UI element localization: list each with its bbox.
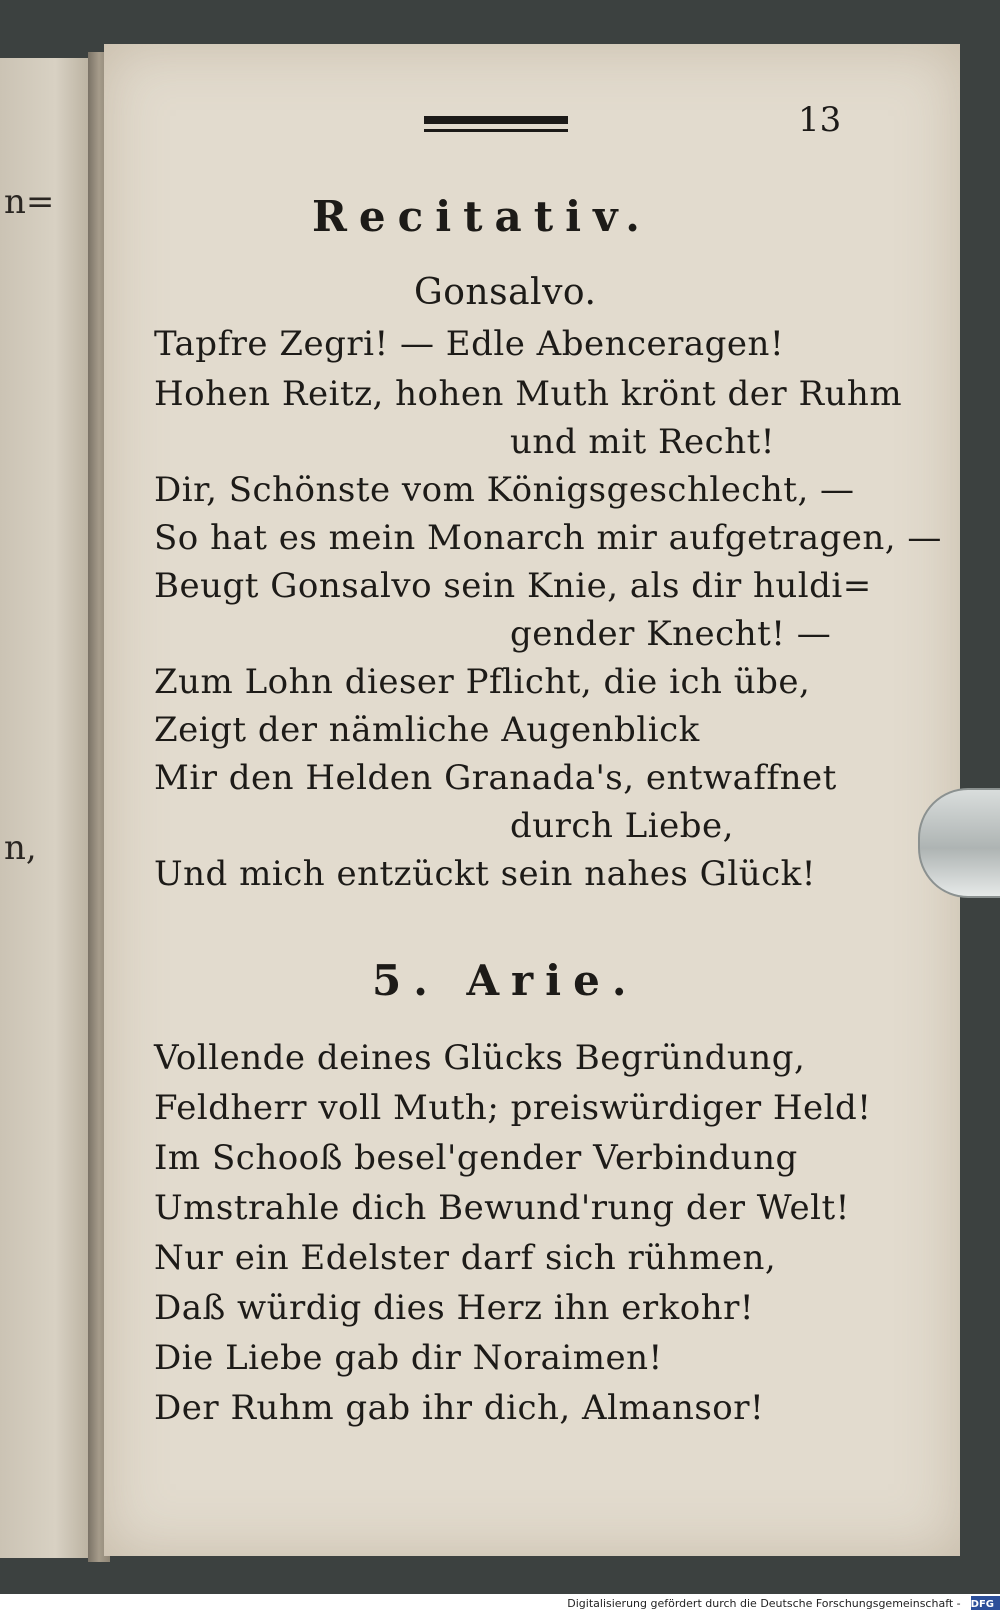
verse-line: Die Liebe gab dir Noraimen! — [154, 1338, 663, 1378]
verse-line: Beugt Gonsalvo sein Knie, als dir huldi= — [154, 566, 872, 606]
verse-line: gender Knecht! — — [510, 614, 832, 654]
verse-line: Zum Lohn dieser Pflicht, die ich übe, — [154, 662, 811, 702]
verse-line: Zeigt der nämliche Augenblick — [154, 710, 700, 750]
verse-line: Im Schooß besel'gender Verbindung — [154, 1138, 798, 1178]
verse-line: und mit Recht! — [510, 422, 775, 462]
verse-line: Und mich entzückt sein nahes Glück! — [154, 854, 816, 894]
verse-line: Mir den Helden Granada's, entwaffnet — [154, 758, 837, 798]
digitization-credit — [0, 1594, 1000, 1614]
page-clip — [918, 788, 1000, 898]
speaker-name: Gonsalvo. — [414, 272, 597, 313]
left-page-fragment: n= — [4, 182, 55, 222]
verse-line: Umstrahle dich Bewund'rung der Welt! — [154, 1188, 850, 1228]
page-number: 13 — [798, 100, 842, 140]
verse-line: Tapfre Zegri! — Edle Abenceragen! — [154, 324, 785, 364]
decorative-double-rule — [424, 116, 568, 134]
verse-line: So hat es mein Monarch mir aufgetragen, — — [154, 518, 942, 558]
verse-line: Hohen Reitz, hohen Muth krönt der Ruhm — [154, 374, 903, 414]
left-page-fragment: n, — [4, 828, 37, 868]
left-page-edge — [0, 58, 92, 1558]
verse-line: Dir, Schönste vom Königsgeschlecht, — — [154, 470, 855, 510]
verse-line: durch Liebe, — [510, 806, 734, 846]
verse-line: Feldherr voll Muth; preiswürdiger Held! — [154, 1088, 872, 1128]
book-page — [104, 44, 960, 1556]
verse-line: Nur ein Edelster darf sich rühmen, — [154, 1238, 777, 1278]
verse-line: Der Ruhm gab ihr dich, Almansor! — [154, 1388, 765, 1428]
credit-text: Digitalisierung gefördert durch die Deutsche Forschungsgemeinschaft - — [567, 1597, 961, 1610]
section-heading-arie: 5. Arie. — [372, 956, 639, 1005]
verse-line: Vollende deines Glücks Begründung, — [154, 1038, 806, 1078]
verse-line: Daß würdig dies Herz ihn erkohr! — [154, 1288, 755, 1328]
section-heading-recitativ: Recitativ. — [312, 192, 652, 241]
dfg-logo: DFG — [971, 1596, 1000, 1610]
